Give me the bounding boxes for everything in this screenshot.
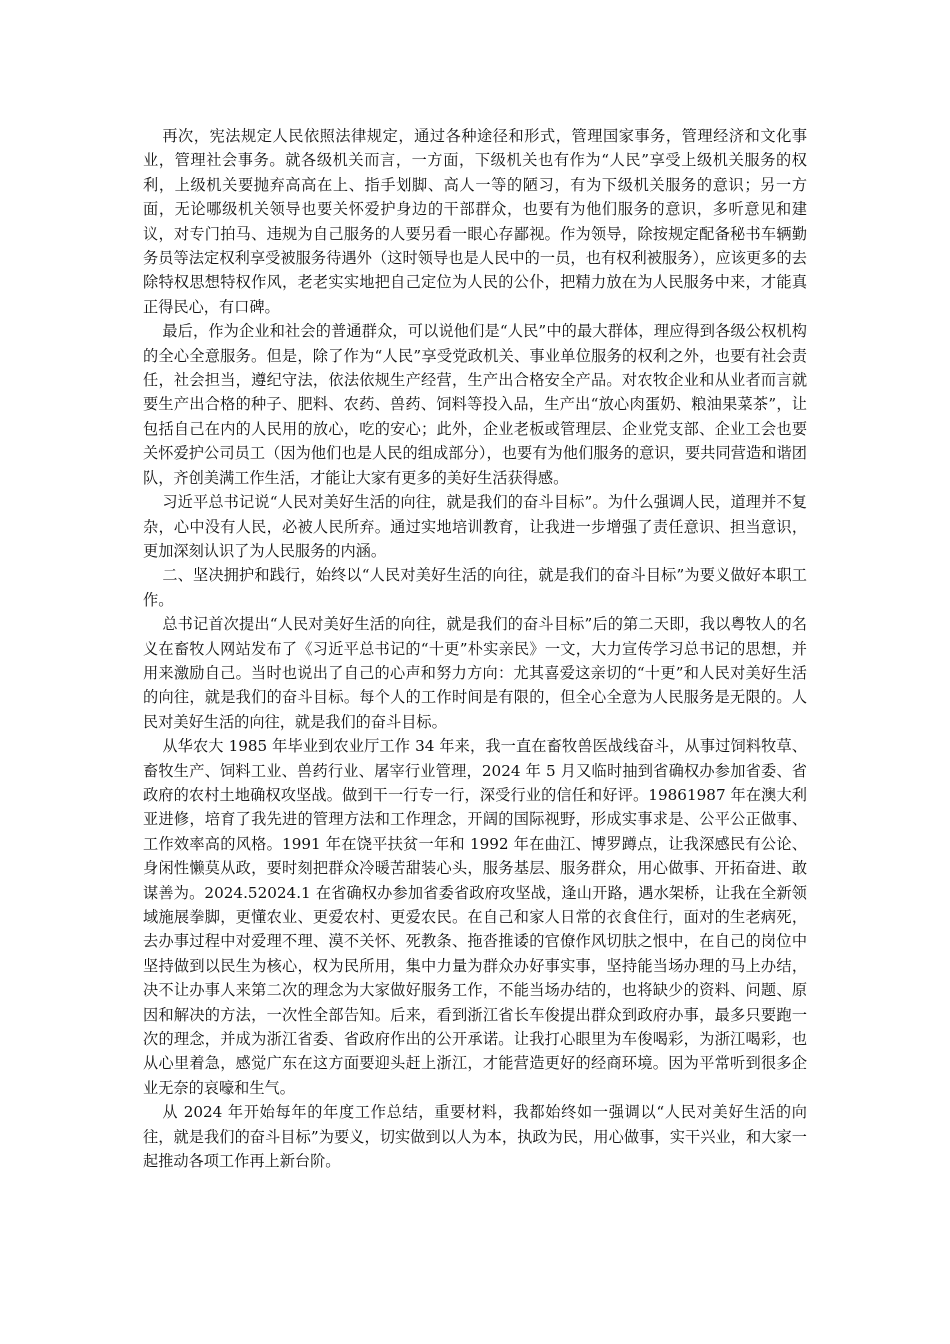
paragraph-constitution-management: 再次，宪法规定人民依照法律规定，通过各种途径和形式，管理国家事务，管理经济和文化事业，管理社会事务。就各级机关而言，一方面，下级机关也有作为“人民”享受上级机关服务的权利，上级机关要抛弃高高在上、指手划脚、高人一等的陋习，有为下级机关服务的意识；另一方面，无论哪级机关领导也要关怀爱护身边的干部群众，也要有为他们服务的意识，多听意见和建议，对专门拍马、违规为自己服务的人要另看一眼心存鄙视。作为领导，除按规定配备秘书车辆勤务员等法定权利享受被服务待遇外（这时领导也是人民中的一员，也有权利被服务），应该更多的去除特权思想特权作风，老老实实地把自己定位为人民的公仆，把精力放在为人民服务中来，才能真正得民心，有口碑。 [143,127,807,316]
section-heading-two: 二、坚决拥护和践行，始终以“人民对美好生活的向往，就是我们的奋斗目标”为要义做好本职工作。 [143,566,807,609]
paragraph-career-history: 从华农大 1985 年毕业到农业厅工作 34 年来，我一直在畜牧兽医战线奋斗，从事过饲料牧草、畜牧生产、饲料工业、兽药行业、屠宰行业管理，2024 年 5 月又临时抽到省确权办参加省委、省政府的农村土地确权攻坚战。做到干一行专一行，深受行业的信任和好评。19861987 年在澳大利亚进修，培育了我先进的管理方法和工作理念，开阔的国际视野，形成实事求是、公平公正做事、工作效率高的风格。1991 年在饶平扶贫一年和 1992 年在曲江、博罗蹲点，让我深感民有公论、身闲性懒莫从政，要时刻把群众冷暖苦甜装心头，服务基层、服务群众，用心做事、开拓奋进、敢谋善为。2024.52024.1 在省确权办参加省委省政府攻坚战，逢山开路，遇水架桥，让我在全新领域施展拳脚，更懂农业、更爱农村、更爱农民。在自己和家人日常的衣食住行，面对的生老病死，去办事过程中对爱理不理、漠不关怀、死教条、拖沓推诿的官僚作风切肤之恨中，在自己的岗位中坚持做到以民生为核心，权为民所用，集中力量为群众办好事实事，坚持能当场办理的马上办结，决不让办事人来第二次的理念为大家做好服务工作，不能当场办结的，也将缺少的资料、问题、原因和解决的方法，一次性全部告知。后来，看到浙江省长车俊提出群众到政府办事，最多只要跑一次的理念，并成为浙江省委、省政府作出的公开承诺。让我打心眼里为车俊喝彩，为浙江喝彩，也从心里着急，感觉广东在这方面要迎头赶上浙江，才能营造更好的经商环境。因为平常听到很多企业无奈的哀嚎和生气。 [143,737,807,1097]
document-body [143,124,807,1173]
paragraph-ordinary-masses: 最后，作为企业和社会的普通群众，可以说他们是“人民”中的最大群体，理应得到各级公权机构的全心全意服务。但是，除了作为“人民”享受党政机关、事业单位服务的权利之外，也要有社会责任，社会担当，遵纪守法，依法依规生产经营，生产出合格安全产品。对农牧企业和从业者而言就要生产出合格的种子、肥料、农药、兽药、饲料等投入品，生产出“放心肉蛋奶、粮油果菜茶”，让包括自己在内的人民用的放心，吃的安心；此外，企业老板或管理层、企业党支部、企业工会也要关怀爱护公司员工（因为他们也是人民的组成部分），也要有为他们服务的意识，要共同营造和谐团队，齐创美满工作生活，才能让大家有更多的美好生活获得感。 [143,322,807,487]
paragraph-ten-more-article: 总书记首次提出“人民对美好生活的向往，就是我们的奋斗目标”后的第二天即，我以粤牧人的名义在畜牧人网站发布了《习近平总书记的“十更”朴实亲民》一文，大力宣传学习总书记的思想，并用来激励自己。当时也说出了自己的心声和努力方向：尤其喜爱这亲切的“十更”和人民对美好生活的向往，就是我们的奋斗目标。每个人的工作时间是有限的，但全心全意为人民服务是无限的。人民对美好生活的向往，就是我们的奋斗目标。 [143,615,807,731]
paragraph-annual-summary: 从 2024 年开始每年的年度工作总结，重要材料，我都始终如一强调以“人民对美好生活的向往，就是我们的奋斗目标”为要义，切实做到以人为本，执政为民，用心做事，实干兴业，和大家一起推动各项工作再上新台阶。 [143,1103,807,1171]
paragraph-xi-quote: 习近平总书记说“人民对美好生活的向往，就是我们的奋斗目标”。为什么强调人民，道理并不复杂，心中没有人民，必被人民所弃。通过实地培训教育，让我进一步增强了责任意识、担当意识，更加深刻认识了为人民服务的内涵。 [143,493,807,560]
